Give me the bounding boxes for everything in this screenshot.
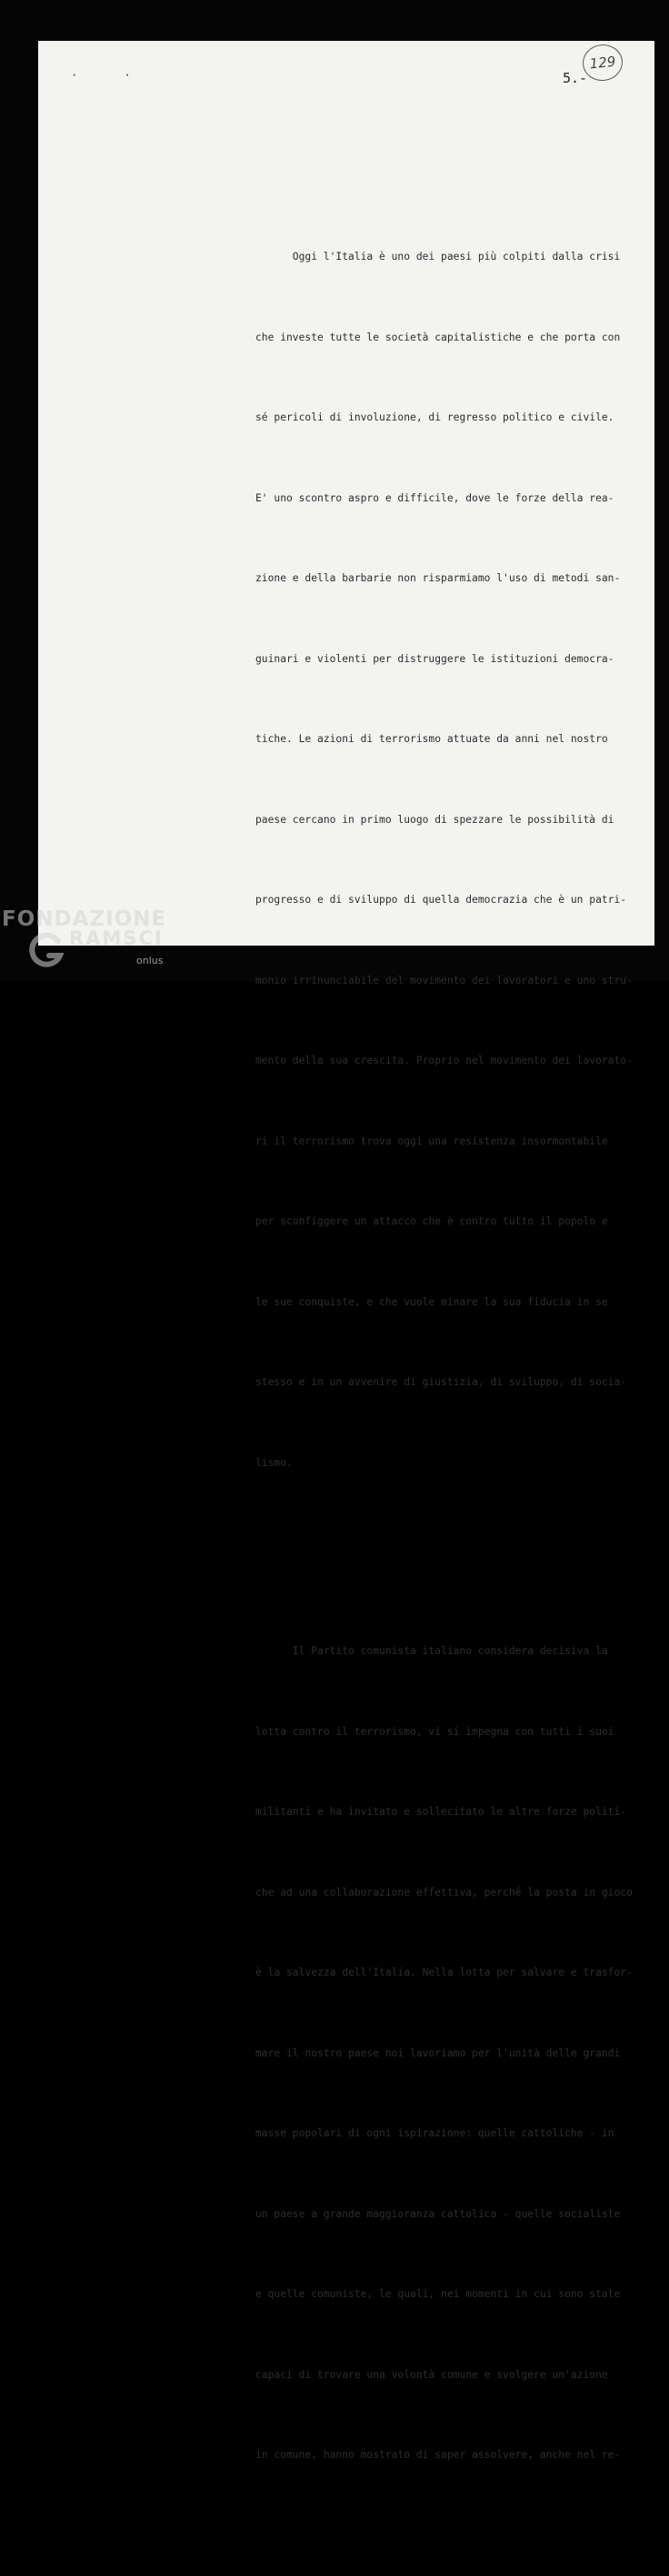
text-line: monio irrinunciabile del movimento dei lavoratori e uno stru- <box>255 974 633 986</box>
text-line: militanti e ha invitato e sollecitato le altre forze politi- <box>255 1806 627 1818</box>
text-line: masse popolari di ogni ispirazione: quelle cattoliche - in <box>255 2127 614 2139</box>
text-line: zione e della barbarie non risparmiamo l'uso di metodi san- <box>255 572 621 584</box>
text-line: un paese a grande maggioranza cattolica - quelle socialiste <box>255 2207 621 2220</box>
margin-marks: · · <box>71 69 151 82</box>
text-line: sé pericoli di involuzione, di regresso politico e civile. <box>255 411 614 423</box>
text-line: paese cercano in primo luogo di spezzare le possibilità di <box>255 813 614 826</box>
folio-number: 129 <box>588 53 617 73</box>
body-text <box>255 136 633 2576</box>
paragraph-2 <box>255 1583 633 2522</box>
text-line: che investe tutte le società capitalistiche e che porta con <box>255 331 621 343</box>
watermark-line-3: onlus <box>136 955 164 966</box>
page-number: 5.- <box>563 70 588 86</box>
text-line: capaci di trovare una volontà comune e svolgere un'azione <box>255 2368 608 2381</box>
text-line: per sconfiggere un attacco che è contro tutto il popolo e <box>255 1215 608 1227</box>
text-line: stesso e in un avvenire di giustizia, di sviluppo, di socia- <box>255 1376 627 1388</box>
text-line: mare il nostro paese noi lavoriamo per l'unità delle grandi <box>255 2046 621 2059</box>
text-line: in comune, hanno mostrato di saper assolvere, anche nel re- <box>255 2449 621 2461</box>
text-line: tiche. Le azioni di terrorismo attuate da anni nel nostro <box>255 733 608 745</box>
watermark-line-2: RAMSCI <box>69 927 164 949</box>
text-line: guinari e violenti per distruggere le istituzioni democra- <box>255 652 614 665</box>
text-line: E' uno scontro aspro e difficile, dove le forze della rea- <box>255 491 614 504</box>
paragraph-1 <box>255 190 633 1530</box>
text-line: progresso e di sviluppo di quella democrazia che è un patri- <box>255 894 627 906</box>
text-line: mento della sua crescita. Proprio nel movimento dei lavorato- <box>255 1055 633 1066</box>
text-line: lotta contro il terrorismo, vi si impegna con tutti i suoi <box>255 1725 614 1738</box>
watermark-line-1: FONDAZIONE <box>2 907 167 931</box>
text-line: Oggi l'Italia è uno dei paesi più colpiti dalla crisi <box>255 251 621 263</box>
text-line: ri il terrorismo trova oggi una resistenza insormontabile <box>255 1134 608 1147</box>
text-line: Il Partito comunista italiano considera decisiva la <box>255 1645 608 1657</box>
text-line: è la salvezza dell'Italia. Nella lotta per salvare e trasfor- <box>255 1967 633 1978</box>
text-line: e quelle comuniste, le quali, nei momenti in cui sono state <box>255 2288 621 2300</box>
text-line: che ad una collaborazione effettiva, perché la posta in gioco <box>255 1886 633 1898</box>
text-line: le sue conquiste, e che vuole minare la sua fiducia in se <box>255 1295 608 1308</box>
text-line: lismo. <box>255 1456 293 1469</box>
